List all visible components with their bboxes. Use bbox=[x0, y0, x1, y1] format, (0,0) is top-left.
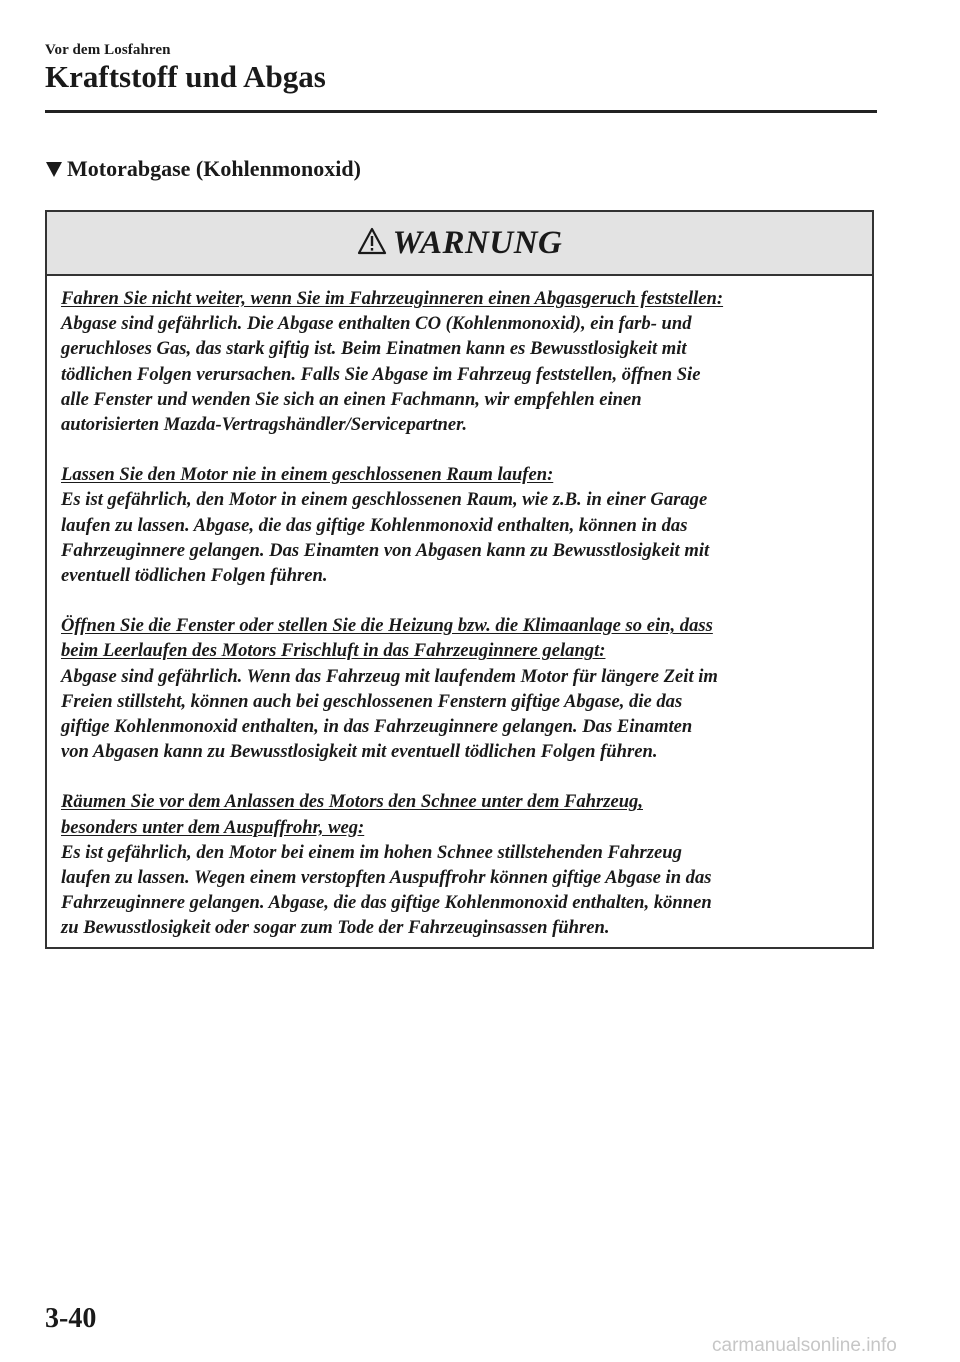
warning-box bbox=[45, 210, 874, 949]
warning-label: WARNUNG bbox=[392, 224, 563, 261]
warning-paragraph-4 bbox=[61, 789, 864, 940]
warning-text-line: geruchloses Gas, das stark giftig ist. Beim Einatmen kann es Bewusstlosigkeit mit bbox=[61, 338, 687, 360]
warning-body bbox=[47, 276, 872, 941]
chapter-title: Kraftstoff und Abgas bbox=[45, 59, 326, 94]
warning-text-line: Abgase sind gefährlich. Wenn das Fahrzeug mit laufendem Motor für längere Zeit im bbox=[61, 665, 718, 687]
warning-text-line: giftige Kohlenmonoxid enthalten, in das Fahrzeuginnere gelangen. Das Einamten bbox=[61, 716, 693, 738]
warning-text-line: laufen zu lassen. Wegen einem verstopften Auspuffrohr können giftige Abgase in das bbox=[61, 867, 712, 889]
page-number: 3-40 bbox=[45, 1303, 97, 1334]
warning-heading-4b: besonders unter dem Auspuffrohr, weg: bbox=[61, 816, 365, 838]
section-title-text: Motorabgase (Kohlenmonoxid) bbox=[67, 156, 361, 181]
warning-heading-2: Lassen Sie den Motor nie in einem geschlossenen Raum laufen: bbox=[61, 464, 554, 486]
warning-text-line: tödlichen Folgen verursachen. Falls Sie Abgase im Fahrzeug feststellen, öffnen Sie bbox=[61, 363, 701, 385]
warning-text-line: Es ist gefährlich, den Motor bei einem im hohen Schnee stillstehenden Fahrzeug bbox=[61, 841, 682, 863]
warning-text-line: laufen zu lassen. Abgase, die das giftige Kohlenmonoxid enthalten, können in das bbox=[61, 514, 688, 536]
warning-text-line: von Abgasen kann zu Bewusstlosigkeit mit eventuell tödlichen Folgen führen. bbox=[61, 741, 658, 763]
warning-header bbox=[47, 212, 872, 276]
warning-heading-3a: Öffnen Sie die Fenster oder stellen Sie die Heizung bzw. die Klimaanlage so ein, dass bbox=[61, 615, 713, 637]
watermark: carmanualsonline.info bbox=[712, 1335, 897, 1356]
warning-text-line: Fahrzeuginnere gelangen. Das Einamten von Abgasen kann zu Bewusstlosigkeit mit bbox=[61, 539, 710, 561]
running-header: Vor dem Losfahren bbox=[45, 42, 171, 58]
warning-text-line: Abgase sind gefährlich. Die Abgase enthalten CO (Kohlenmonoxid), ein farb- und bbox=[61, 313, 692, 335]
warning-text-line: alle Fenster und wenden Sie sich an einen Fachmann, wir empfehlen einen bbox=[61, 388, 642, 410]
warning-heading-4a: Räumen Sie vor dem Anlassen des Motors den Schnee unter dem Fahrzeug, bbox=[61, 791, 643, 813]
warning-text-line: Freien stillsteht, können auch bei geschlossenen Fenstern giftige Abgase, die das bbox=[61, 690, 683, 712]
warning-heading-1: Fahren Sie nicht weiter, wenn Sie im Fahrzeuginneren einen Abgasgeruch feststellen: bbox=[61, 288, 724, 309]
warning-triangle-icon bbox=[357, 227, 387, 255]
section-title bbox=[46, 157, 361, 181]
warning-text-line: Fahrzeuginnere gelangen. Abgase, die das giftige Kohlenmonoxid enthalten, können bbox=[61, 892, 712, 914]
warning-text-line: autorisierten Mazda-Vertragshändler/Servicepartner. bbox=[61, 414, 468, 436]
warning-paragraph-2 bbox=[61, 462, 864, 588]
header-rule bbox=[45, 110, 877, 113]
warning-text-line: zu Bewusstlosigkeit oder sogar zum Tode der Fahrzeuginsassen führen. bbox=[61, 917, 610, 939]
warning-text-line: Es ist gefährlich, den Motor in einem geschlossenen Raum, wie z.B. in einer Garage bbox=[61, 489, 708, 511]
warning-heading-3b: beim Leerlaufen des Motors Frischluft in das Fahrzeuginnere gelangt: bbox=[61, 640, 606, 662]
warning-text-line: eventuell tödlichen Folgen führen. bbox=[61, 565, 328, 587]
warning-paragraph-3 bbox=[61, 613, 864, 764]
section-triangle-icon bbox=[46, 162, 62, 177]
warning-paragraph-1 bbox=[61, 286, 864, 437]
